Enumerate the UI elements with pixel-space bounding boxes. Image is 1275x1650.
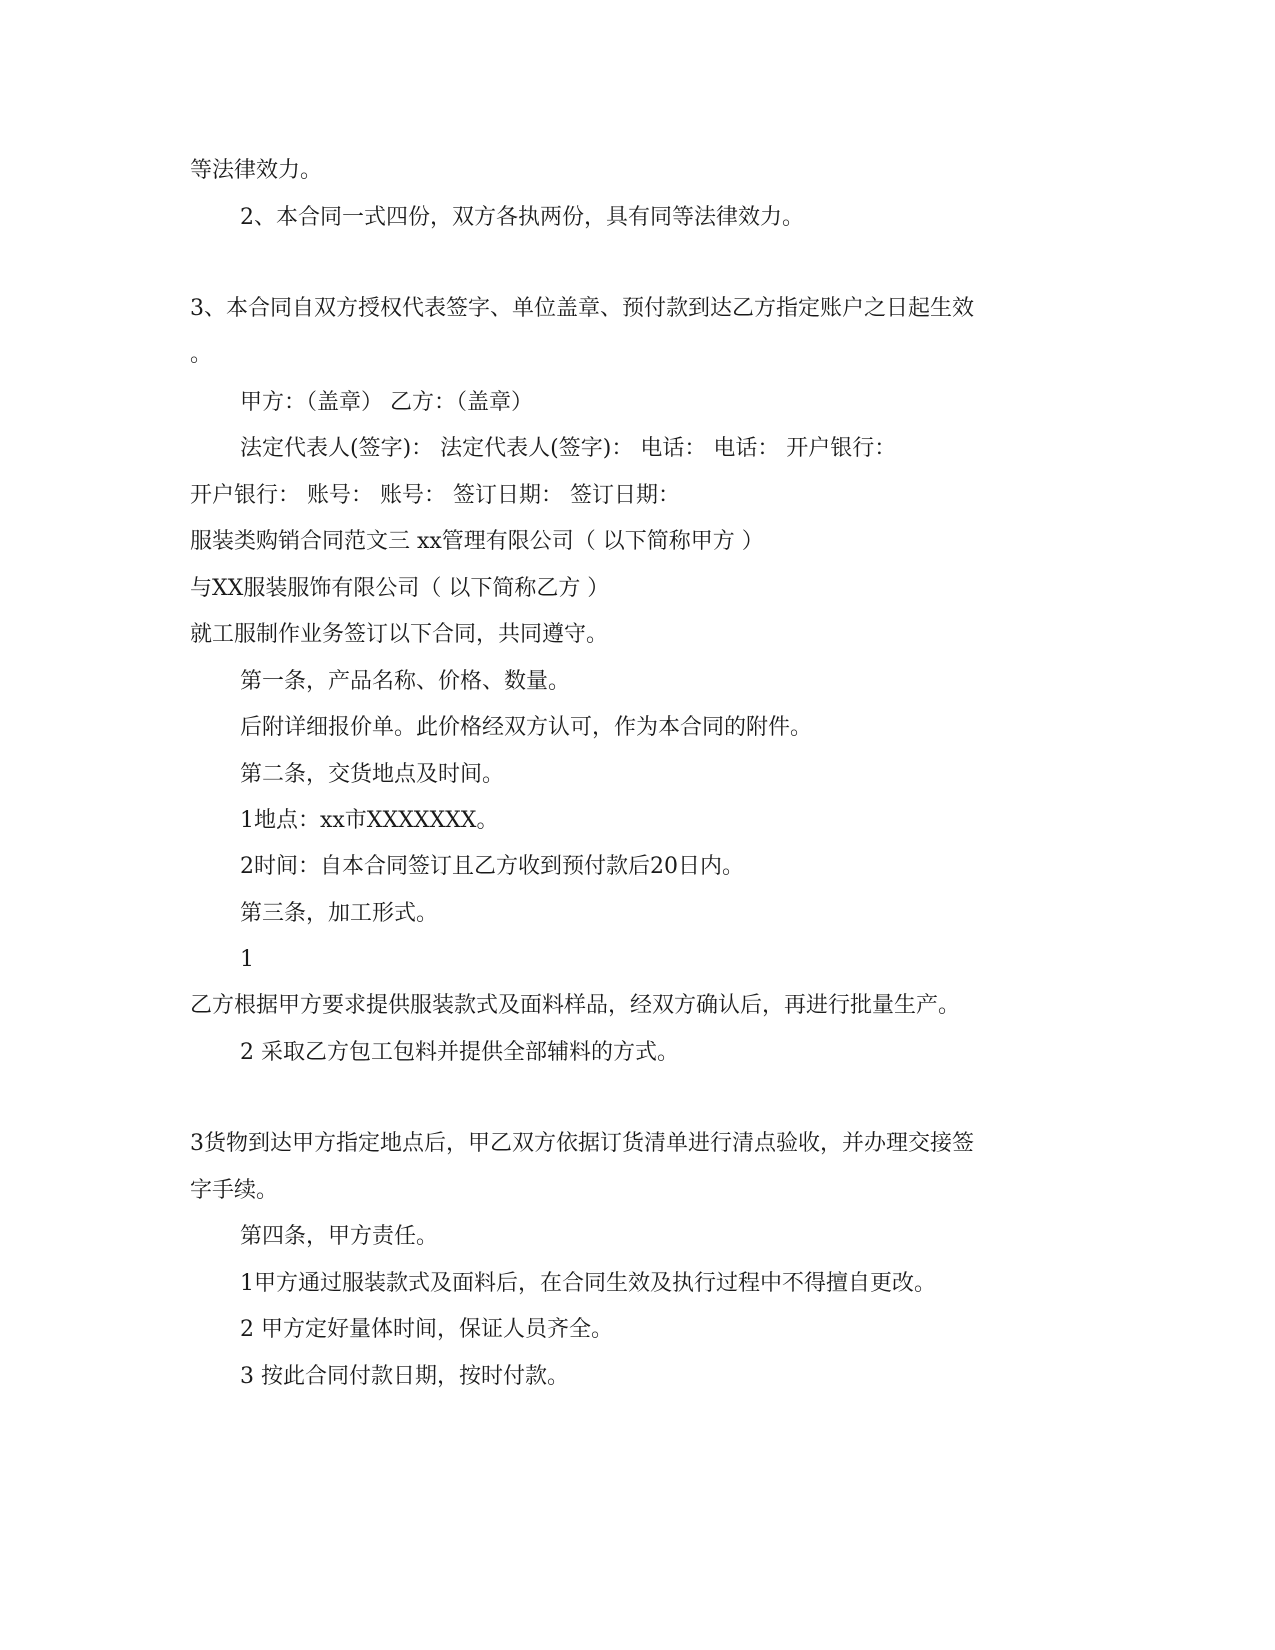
text-line: 2时间：自本合同签订且乙方收到预付款后20日内。 [240,854,744,879]
text-line: 就工服制作业务签订以下合同，共同遵守。 [190,622,609,647]
text-line: 服装类购销合同范文三 xx管理有限公司（ 以下简称甲方 ） [190,529,764,554]
text-line: 第四条，甲方责任。 [240,1224,439,1249]
text-line: 。 [190,342,213,367]
text-line: 1 [240,947,254,972]
text-line: 后附详细报价单。此价格经双方认可，作为本合同的附件。 [240,715,813,740]
text-line: 法定代表人(签字)： 法定代表人(签字)： 电话： 电话： 开户银行： [240,436,897,461]
text-line: 3、本合同自双方授权代表签字、单位盖章、预付款到达乙方指定账户之日起生效 [190,296,974,321]
text-line: 3 按此合同付款日期，按时付款。 [240,1364,569,1389]
text-line: 第一条，产品名称、价格、数量。 [240,669,571,694]
text-line: 与XX服装服饰有限公司（ 以下简称乙方 ） [190,576,610,601]
text-line: 2 甲方定好量体时间，保证人员齐全。 [240,1317,613,1342]
text-line: 2、本合同一式四份，双方各执两份，具有同等法律效力。 [240,205,804,230]
text-line: 甲方：（盖章） 乙方：（盖章） [240,390,533,415]
text-line: 2 采取乙方包工包料并提供全部辅料的方式。 [240,1040,679,1065]
text-line: 等法律效力。 [190,158,323,183]
text-line: 3货物到达甲方指定地点后，甲乙双方依据订货清单进行清点验收，并办理交接签 [190,1131,974,1156]
text-line: 第三条，加工形式。 [240,901,439,926]
text-line: 开户银行： 账号： 账号： 签订日期： 签订日期： [190,483,680,508]
text-line: 第二条，交货地点及时间。 [240,762,505,787]
text-line: 乙方根据甲方要求提供服装款式及面料样品，经双方确认后，再进行批量生产。 [190,993,961,1018]
text-line: 1甲方通过服装款式及面料后，在合同生效及执行过程中不得擅自更改。 [240,1271,936,1296]
text-line: 1地点：xx市XXXXXXX。 [240,808,499,833]
text-line: 字手续。 [190,1178,279,1203]
